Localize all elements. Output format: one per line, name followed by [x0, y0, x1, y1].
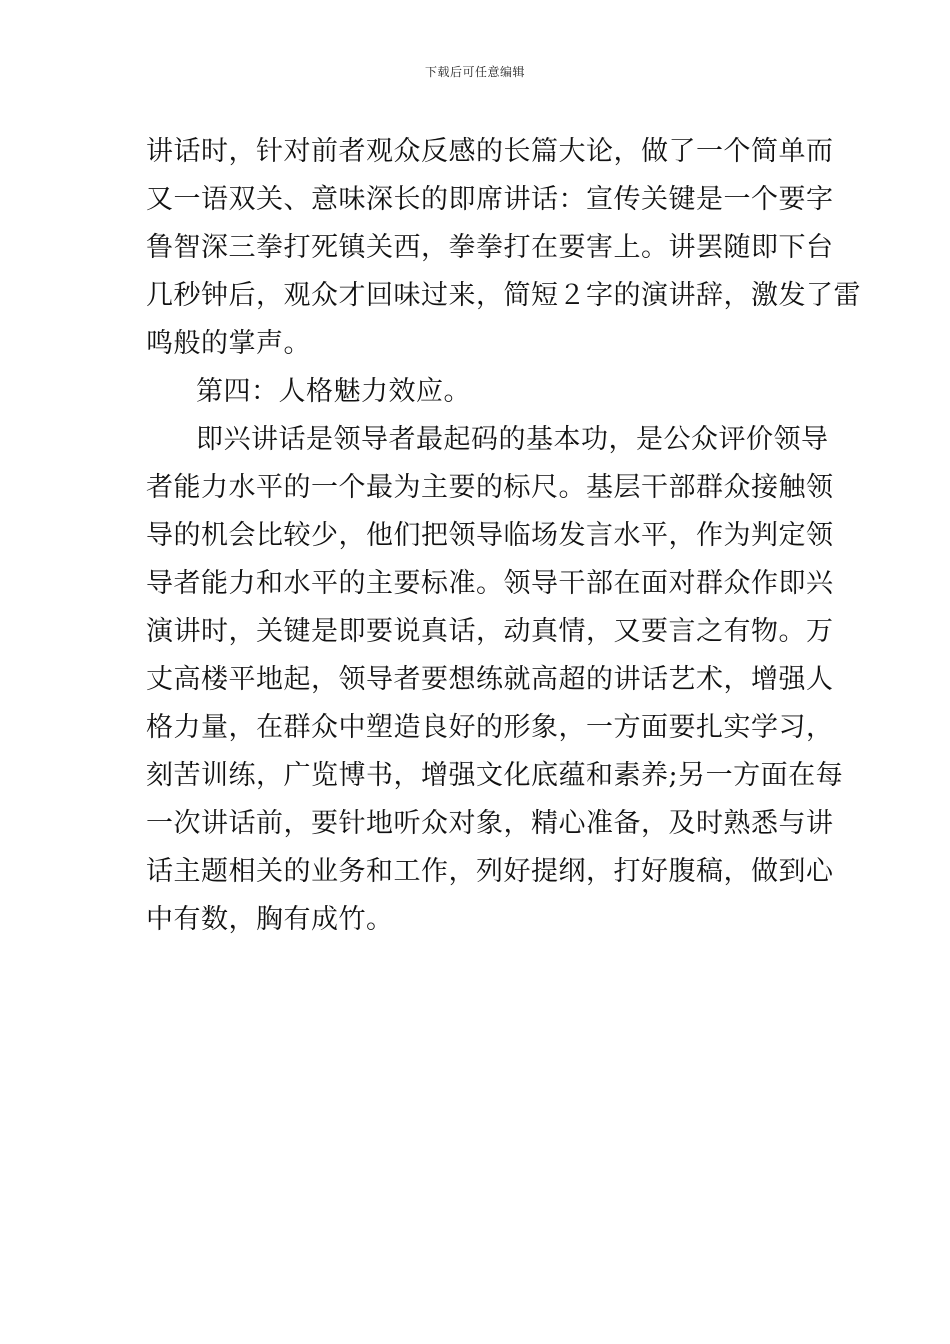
text-line: 导的机会比较少，他们把领导临场发言水平，作为判定领 — [146, 520, 834, 551]
section-heading: 第四：人格魅力效应。 — [196, 376, 471, 407]
text-line: 者能力水平的一个最为主要的标尺。基层干部群众接触领 — [146, 472, 834, 503]
text-line: 鲁智深三拳打死镇关西，拳拳打在要害上。讲罢随即下台 — [146, 232, 834, 263]
text-line: 演讲时，关键是即要说真话，动真情，又要言之有物。万 — [146, 616, 834, 647]
text-line: 一次讲话前，要针地听众对象，精心准备，及时熟悉与讲 — [146, 808, 834, 839]
text-line: 即兴讲话是领导者最起码的基本功，是公众评价领导 — [196, 424, 829, 455]
text-line: 丈高楼平地起，领导者要想练就高超的讲话艺术，增强人 — [146, 664, 834, 695]
text-line: 导者能力和水平的主要标准。领导干部在面对群众作即兴 — [146, 568, 834, 599]
text-line: 中有数，胸有成竹。 — [146, 904, 394, 935]
text-line: 格力量，在群众中塑造良好的形象，一方面要扎实学习， — [146, 712, 834, 743]
text-line: 又一语双关、意味深长的即席讲话：宣传关键是一个要字 — [146, 184, 834, 215]
text-line: 几秒钟后，观众才回味过来，简短２字的演讲辞，激发了雷 — [146, 280, 861, 311]
document-body — [146, 128, 861, 944]
text-line: 鸣般的掌声。 — [146, 328, 311, 359]
text-line: 话主题相关的业务和工作，列好提纲，打好腹稿，做到心 — [146, 856, 834, 887]
text-line: 讲话时，针对前者观众反感的长篇大论，做了一个简单而 — [146, 136, 834, 167]
text-line: 刻苦训练，广览博书，增强文化底蕴和素养;另一方面在每 — [146, 760, 844, 791]
page-header: 下载后可任意编辑 — [424, 65, 525, 79]
